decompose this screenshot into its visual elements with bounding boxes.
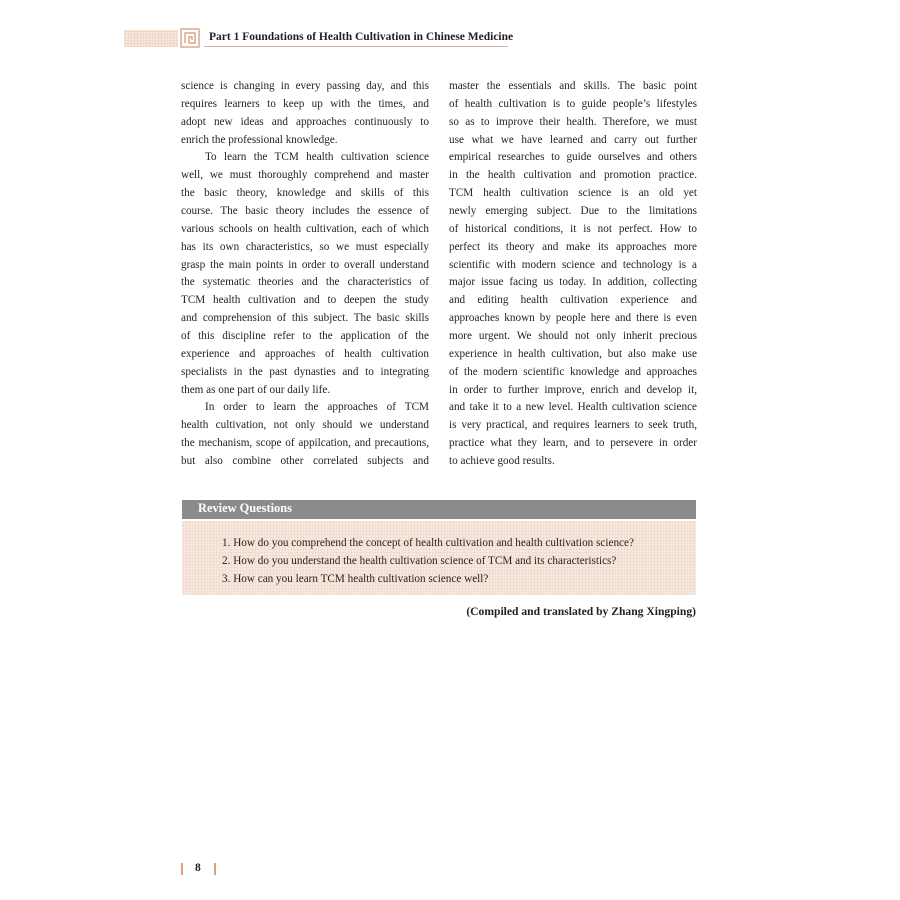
text-line: of this discipline refer to the application of the (181, 330, 429, 343)
review-questions-header (182, 500, 696, 519)
text-line: in order to further improve, enrich and develop it, (449, 383, 697, 396)
text-line: newly emerging subject. Due to the limitations (449, 205, 697, 218)
review-questions-box (182, 521, 696, 595)
text-line: major issue facing us today. In addition, collecting (449, 276, 697, 289)
text-line: various schools on health cultivation, each of which (181, 222, 429, 235)
text-line: approaches known by people here and there is even (449, 312, 697, 325)
text-line: well, we must thoroughly comprehend and master (181, 169, 429, 182)
text-line: of health cultivation is to guide people’s lifestyles (449, 97, 697, 110)
translator-credit: (Compiled and translated by Zhang Xingping) (466, 605, 696, 618)
text-line: of historical conditions, it is not perfect. How to (449, 222, 697, 235)
text-line: empirical researches to guide ourselves and others (449, 151, 697, 164)
text-line: but also combine other correlated subjects and (181, 455, 429, 468)
text-line: adopt new ideas and approaches continuously to (181, 115, 429, 128)
text-line: and editing health cultivation experience and (449, 294, 697, 307)
text-line: In order to learn the approaches of TCM (205, 401, 429, 414)
text-line: and comprehension of this subject. The basic skills (181, 312, 429, 325)
text-line: the systematic theories and the characteristics of (181, 276, 429, 289)
text-line: To learn the TCM health cultivation science (205, 151, 429, 164)
text-line: and take it to a new level. Health cultivation science (449, 401, 697, 414)
text-line: them as one part of our daily life. (181, 383, 331, 396)
text-line: master the essentials and skills. The basic point (449, 80, 697, 92)
text-line: enrich the professional knowledge. (181, 133, 338, 146)
fret-pattern-icon (180, 28, 200, 48)
header-rule (204, 46, 508, 47)
review-question: 1. How do you comprehend the concept of health cultivation and health cultivation science? (222, 537, 634, 549)
text-line: science is changing in every passing day, and this (181, 80, 429, 92)
text-line: requires learners to keep up with the times, and (181, 97, 429, 110)
text-line: use what we have learned and carry out further (449, 133, 697, 146)
text-line: is very practical, and requires learners to seek truth, (449, 419, 697, 432)
text-line: more urgent. We should not only inherit precious (449, 330, 697, 343)
page-number-bar-right (214, 863, 216, 875)
text-line: the basic theory, knowledge and skills of this (181, 187, 429, 200)
text-line: course. The basic theory includes the essence of (181, 205, 429, 218)
text-line: TCM health cultivation and to deepen the study (181, 294, 429, 307)
text-line: scientific with modern science and technology is a (449, 258, 697, 271)
review-questions-list (222, 535, 634, 588)
text-line: so as to improve their health. Therefore, we must (449, 115, 697, 128)
text-line: in the health cultivation and promotion practice. (449, 169, 697, 182)
running-title: Part 1 Foundations of Health Cultivation in Chinese Medicine (209, 31, 514, 43)
text-line: of the modern scientific knowledge and approaches (449, 365, 697, 378)
text-line: to achieve good results. (449, 455, 555, 468)
page-number: 8 (195, 862, 201, 874)
text-line: TCM health cultivation science is an old yet (449, 187, 697, 200)
text-line: specialists in the past dynasties and to integrating (181, 365, 429, 378)
text-line: practice what they learn, and to persevere in order (449, 437, 697, 450)
text-line: grasp the main points in order to overall understand (181, 258, 429, 271)
text-line: experience in health cultivation, but also make use (449, 347, 697, 360)
left-text-column (181, 78, 429, 471)
review-question: 2. How do you understand the health cultivation science of TCM and its characteristics? (222, 554, 617, 567)
page-number-bar-left (181, 863, 183, 875)
text-line: experience and approaches of health cultivation (181, 347, 429, 360)
text-line: has its own characteristics, so we must especially (181, 240, 429, 253)
text-line: the mechanism, scope of appilcation, and precautions, (181, 437, 429, 450)
right-text-column (449, 78, 697, 471)
header-pattern-band (124, 30, 178, 47)
text-line: perfect its theory and make its approaches more (449, 240, 697, 253)
text-line: health cultivation, not only should we understand (181, 419, 429, 432)
review-questions-title: Review Questions (198, 501, 292, 515)
review-question: 3. How can you learn TCM health cultivation science well? (222, 572, 489, 585)
